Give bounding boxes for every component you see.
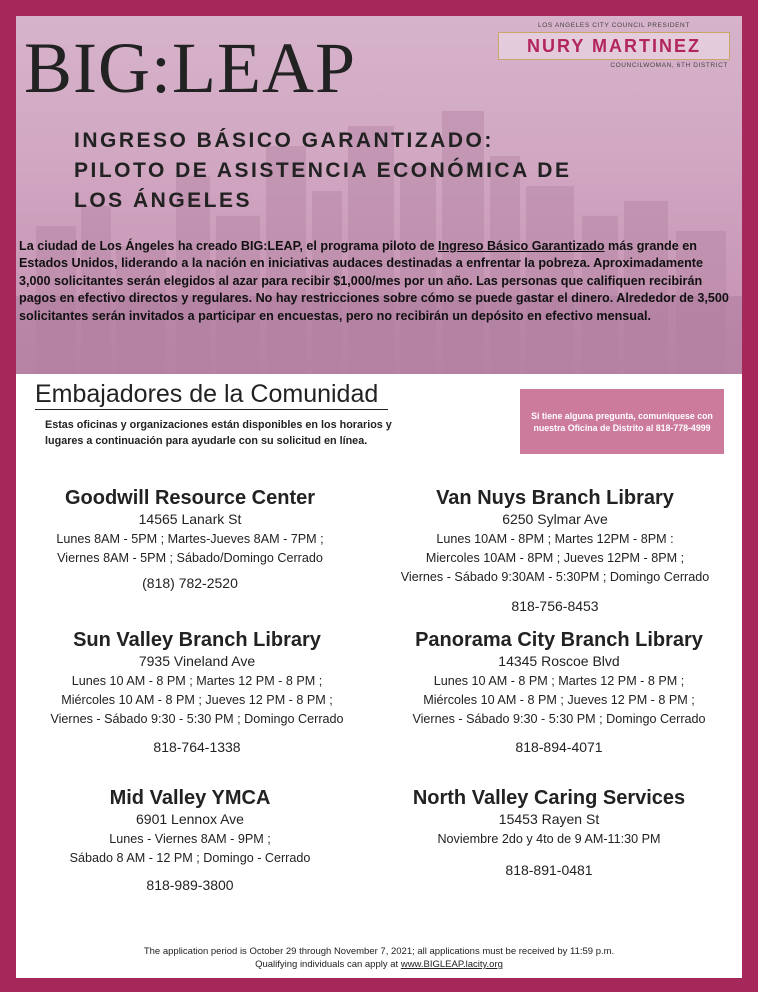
headline-line-3: LOS ÁNGELES <box>74 189 253 212</box>
bigleap-logo: BIG:LEAP <box>24 28 356 108</box>
hours-line: Viernes - Sábado 9:30AM - 5:30PM ; Domingo Cerrado <box>400 570 710 584</box>
intro-program-link[interactable]: Ingreso Básico Garantizado <box>437 239 605 253</box>
location-hours <box>20 530 360 568</box>
location-phone: 818-894-4071 <box>515 739 603 755</box>
location-phone: 818-756-8453 <box>511 598 599 614</box>
location-goodwill <box>20 486 360 592</box>
location-sun-valley-library <box>20 628 374 756</box>
council-badge <box>494 22 734 69</box>
location-phone: (818) 782-2520 <box>142 575 238 591</box>
location-hours <box>372 830 726 849</box>
hours-line: Miércoles 10 AM - 8 PM ; Jueves 12 PM - 8 PM ; <box>61 693 333 707</box>
intro-paragraph <box>19 238 733 325</box>
location-address: 15453 Rayen St <box>498 811 600 827</box>
location-address: 6901 Lennox Ave <box>136 811 244 827</box>
hours-line: Lunes - Viernes 8AM - 9PM ; <box>109 832 271 846</box>
apply-prefix: Qualifying individuals can apply at <box>255 959 401 970</box>
location-hours <box>378 672 740 729</box>
hours-line: Viernes - Sábado 9:30 - 5:30 PM ; Domingo Cerrado <box>50 712 344 726</box>
location-name: Panorama City Branch Library <box>415 629 703 651</box>
location-hours <box>20 830 360 868</box>
intro-text-end: más grande en Estados Unidos, liderando a la nación en iniciativas audaces destinadas a enfrentar la pobreza. Aproximadamente 3,000 solicitantes serán elegidos al azar para recibir $1,000/mes por un año. Las personas que califiquen recibirán pagos en efectivo directos y regulares. No hay restricciones sobre cómo se puede gastar el dinero. Alrededor de 3,500 solicitantes serán invitados a participar en encuestas, pero no recibirán un depósito en efectivo mensual. <box>19 239 729 323</box>
footer-note <box>16 945 742 971</box>
flyer-page <box>16 16 742 978</box>
location-panorama-city-library <box>378 628 740 756</box>
location-phone: 818-891-0481 <box>505 862 593 878</box>
hours-line: Lunes 8AM - 5PM ; Martes-Jueves 8AM - 7PM ; <box>56 532 324 546</box>
location-hours <box>20 672 374 729</box>
location-name: Sun Valley Branch Library <box>73 629 321 651</box>
hours-line: Viernes 8AM - 5PM ; Sábado/Domingo Cerrado <box>57 551 323 565</box>
hours-line: Lunes 10 AM - 8 PM ; Martes 12 PM - 8 PM ; <box>433 674 685 688</box>
contact-callout-text: Si tiene alguna pregunta, comuníquese con nuestra Oficina de Distrito al 818-778-4999 <box>531 410 713 433</box>
hero-banner <box>16 16 742 374</box>
intro-text-start: La ciudad de Los Ángeles ha creado BIG:LEAP, el programa piloto de <box>19 239 438 253</box>
contact-callout <box>520 389 724 454</box>
location-phone: 818-764-1338 <box>153 739 241 755</box>
location-address: 7935 Vineland Ave <box>138 653 256 669</box>
ambassadors-description: Estas oficinas y organizaciones están disponibles en los horarios y lugares a continuación para ayudarle con su solicitud en línea. <box>45 419 392 447</box>
hours-line: Noviembre 2do y 4to de 9 AM-11:30 PM <box>437 832 661 846</box>
apply-website-link[interactable]: www.BIGLEAP.lacity.org <box>400 959 503 970</box>
apply-line <box>16 958 742 971</box>
location-name: North Valley Caring Services <box>412 787 686 809</box>
location-north-valley-caring <box>372 786 726 879</box>
ambassadors-heading: Embajadores de la Comunidad <box>35 379 388 410</box>
hours-line: Lunes 10 AM - 8 PM ; Martes 12 PM - 8 PM ; <box>71 674 323 688</box>
hours-line: Miércoles 10 AM - 8 PM ; Jueves 12 PM - 8 PM ; <box>423 693 695 707</box>
location-name: Mid Valley YMCA <box>109 787 271 809</box>
location-mid-valley-ymca <box>20 786 360 894</box>
headline-line-1: INGRESO BÁSICO GARANTIZADO: <box>74 129 494 152</box>
council-district: COUNCILWOMAN, 6TH DISTRICT <box>610 62 728 69</box>
location-hours <box>372 530 738 587</box>
location-address: 14345 Roscoe Blvd <box>498 653 620 669</box>
program-headline <box>74 126 714 216</box>
hours-line: Viernes - Sábado 9:30 - 5:30 PM ; Domingo Cerrado <box>412 712 706 726</box>
hours-line: Sábado 8 AM - 12 PM ; Domingo - Cerrado <box>69 851 311 865</box>
location-address: 6250 Sylmar Ave <box>502 511 608 527</box>
headline-line-2: PILOTO DE ASISTENCIA ECONÓMICA DE <box>74 159 572 182</box>
application-period: The application period is October 29 through November 7, 2021; all applications must be received by 11:59 p.m. <box>143 946 615 957</box>
location-name: Van Nuys Branch Library <box>436 487 674 509</box>
hours-line: Lunes 10AM - 8PM ; Martes 12PM - 8PM : <box>436 532 674 546</box>
location-name: Goodwill Resource Center <box>64 487 316 509</box>
hours-line: Miercoles 10AM - 8PM ; Jueves 12PM - 8PM ; <box>425 551 685 565</box>
location-van-nuys-library <box>372 486 738 615</box>
location-phone: 818-989-3800 <box>146 877 234 893</box>
location-address: 14565 Lanark St <box>138 511 242 527</box>
council-member-name: NURY MARTINEZ <box>498 32 730 60</box>
council-title: LOS ANGELES CITY COUNCIL PRESIDENT <box>538 22 690 29</box>
